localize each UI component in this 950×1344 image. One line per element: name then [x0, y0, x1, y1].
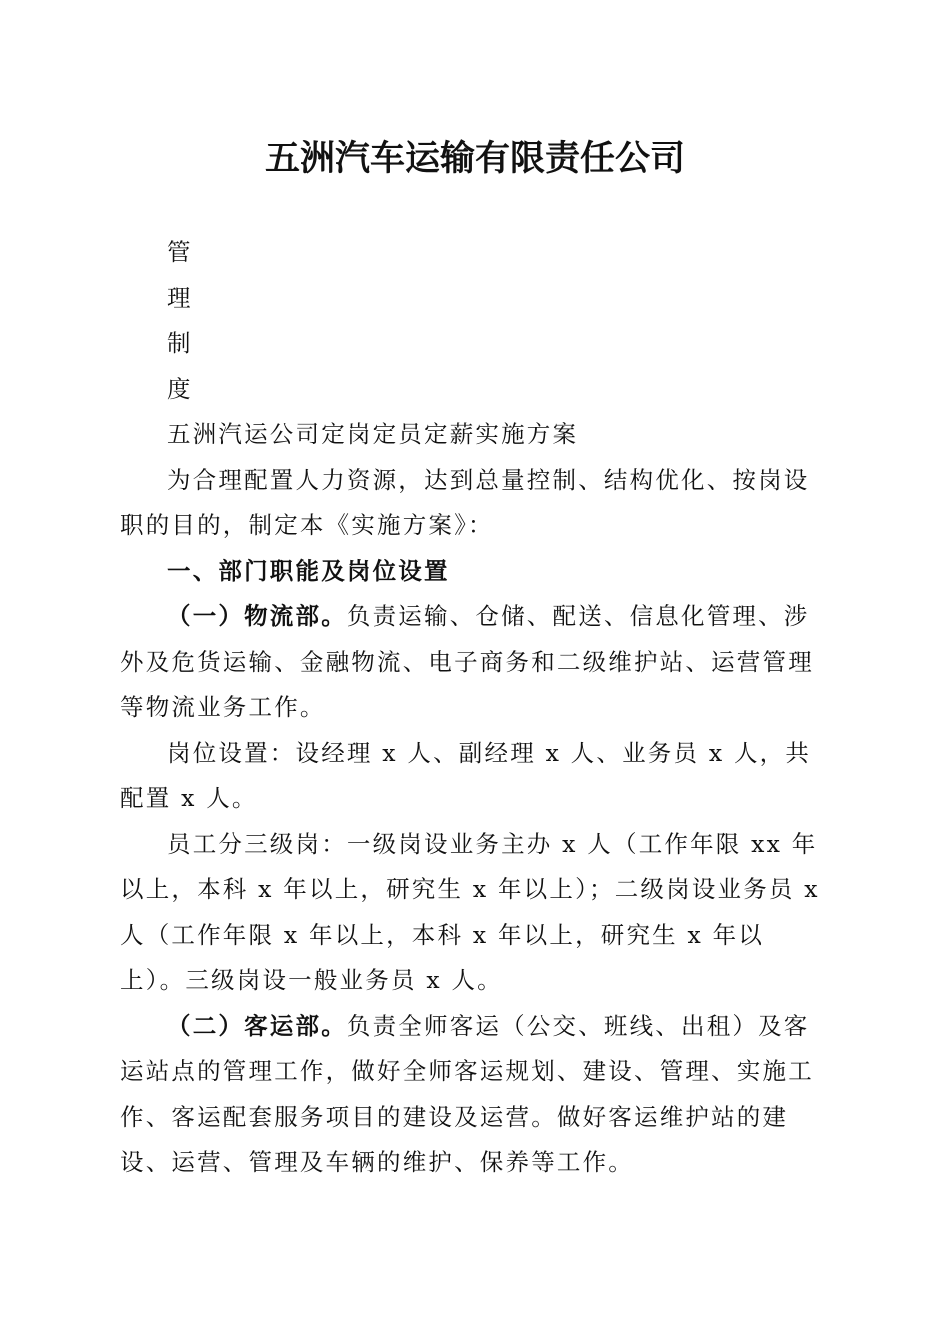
subtitle: 五洲汽运公司定岗定员定薪实施方案 [167, 420, 579, 448]
logistics-levels-paragraph: 员工分三级岗：一级岗设业务主办 x 人（工作年限 xx 年以上，本科 x 年以上，研究生 x 年以上）；二级岗设业务员 x 人（工作年限 x 年以上，本科 x 年以上，研究生 x 年以上）。三级岗设一般业务员 x 人。 [120, 829, 820, 994]
logistics-lead: （一）物流部。 [167, 602, 347, 630]
document-title: 五洲汽车运输有限责任公司 [264, 138, 685, 179]
logistics-text: 负责运输、仓储、配送、信息化管理、涉外及危货运输、金融物流、电子商务和二级维护站、运营管理等物流业务工作。 [120, 602, 814, 721]
document-body [120, 230, 825, 1186]
vertical-char: 理 [167, 283, 193, 312]
logistics-paragraph [120, 594, 825, 731]
vertical-char: 管 [167, 238, 193, 266]
passenger-lead: （二）客运部。 [167, 1011, 347, 1040]
section-heading: 一、部门职能及岗位设置 [167, 556, 450, 585]
vertical-char: 度 [167, 374, 193, 403]
passenger-text: 负责全师客运（公交、班线、出租）及客运站点的管理工作，做好全师客运规划、建设、管理、实施工作、客运配套服务项目的建设及运营。做好客运维护站的建设、运营、管理及车辆的维护、保养等工作。 [120, 1011, 814, 1176]
vertical-char: 制 [167, 329, 193, 357]
passenger-paragraph [120, 1004, 825, 1186]
logistics-posts-paragraph: 岗位设置：设经理 x 人、副经理 x 人、业务员 x 人，共配置 x 人。 [120, 738, 812, 812]
intro-paragraph: 为合理配置人力资源，达到总量控制、结构优化、按岗设职的目的，制定本《实施方案》： [120, 465, 810, 539]
